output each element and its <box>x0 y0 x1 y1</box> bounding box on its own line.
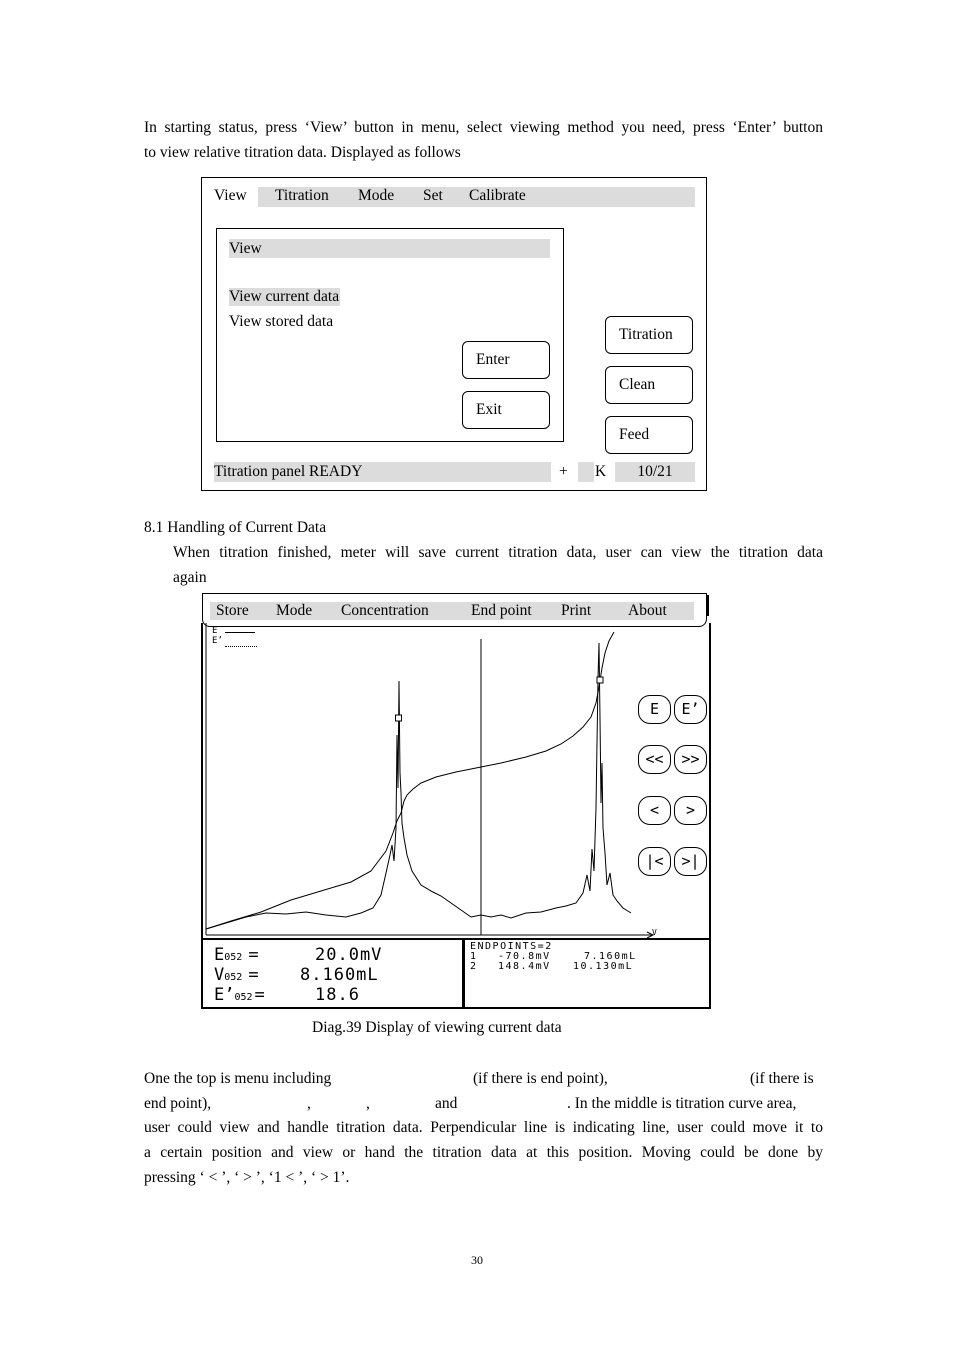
jump-first-button[interactable]: |< <box>638 847 671 876</box>
data-panel <box>201 938 711 1009</box>
enter-button[interactable]: Enter <box>462 341 550 379</box>
readout-v-label: V <box>214 965 225 985</box>
menu-titration[interactable]: Titration <box>275 187 329 204</box>
menu-view[interactable]: View <box>214 187 247 204</box>
readout-e-prime-label: E’ <box>214 985 235 1005</box>
status-text: Titration panel READY <box>214 462 551 482</box>
step-forward-button[interactable]: > <box>674 796 707 825</box>
legend-e2: E’ <box>212 636 223 646</box>
readout-v-value: 8.160mL <box>300 965 379 985</box>
fast-forward-button[interactable]: >> <box>674 745 707 774</box>
outro-line-2a: end point), <box>144 1095 212 1112</box>
end-point-marker-2 <box>597 677 603 683</box>
status-slot <box>578 462 594 482</box>
readout-v-sub: 052 <box>224 972 243 983</box>
readout-e-label: E <box>214 945 225 965</box>
menu-edge <box>706 595 709 616</box>
outro-line-2e: . In the middle is titration curve area, <box>567 1095 797 1112</box>
status-date: 10/21 <box>615 462 695 482</box>
outro-line-2d: and <box>435 1095 458 1112</box>
fast-back-button[interactable]: << <box>638 745 671 774</box>
feed-button[interactable]: Feed <box>605 416 693 454</box>
outro-line-1b: (if there is end point), <box>473 1070 608 1087</box>
menu-about[interactable]: About <box>628 602 667 619</box>
section-line-1: When titration finished, meter will save current titration data, user can view the titration data <box>173 544 823 561</box>
section-heading: 8.1 Handling of Current Data <box>144 519 327 536</box>
option-view-stored-data[interactable]: View stored data <box>229 313 334 330</box>
readout-e-eq: = <box>248 945 259 965</box>
endpoint-1-ml: 7.160mL <box>584 951 637 962</box>
readout-e-sub: 052 <box>224 952 243 963</box>
outro-line-1a: One the top is menu including <box>144 1070 332 1087</box>
readout-e-prime-value: 18.6 <box>315 985 360 1005</box>
endpoints-header: ENDPOINTS=2 <box>470 941 553 952</box>
endpoint-2-ml: 10.130mL <box>573 961 634 972</box>
menu-store[interactable]: Store <box>216 602 249 619</box>
status-k: K <box>595 463 607 480</box>
titration-button[interactable]: Titration <box>605 316 693 354</box>
show-e-button[interactable]: E <box>638 695 671 724</box>
outro-line-1c: (if there is <box>750 1070 814 1087</box>
option-view-current-data[interactable]: View current data <box>229 288 340 305</box>
readout-e-value: 20.0mV <box>315 945 383 965</box>
menu-end-point[interactable]: End point <box>471 602 532 619</box>
clean-button[interactable]: Clean <box>605 366 693 404</box>
intro-line-2: to view relative titration data. Displayed as follows <box>144 144 461 161</box>
outro-line-2b: , <box>307 1095 311 1112</box>
page-number: 30 <box>471 1253 483 1267</box>
menu-bar <box>202 593 707 627</box>
status-plus: + <box>559 463 568 480</box>
step-back-button[interactable]: < <box>638 796 671 825</box>
outro-line-2c: , <box>366 1095 370 1112</box>
menu-print[interactable]: Print <box>561 602 592 619</box>
endpoint-2-index: 2 <box>470 961 477 972</box>
readout-e-prime-eq: = <box>254 985 265 1005</box>
legend-e: E <box>212 626 218 636</box>
outro-line-3: user could view and handle titration data. Perpendicular line is indicating line, user could move it to <box>144 1119 823 1136</box>
outro-line-5: pressing ‘ < ’, ‘ > ’, ‘1 < ’, ‘ > 1’. <box>144 1169 350 1186</box>
exit-button[interactable]: Exit <box>462 391 550 429</box>
menu-mode[interactable]: Mode <box>276 602 313 619</box>
current-data-screen <box>201 593 713 1011</box>
e-prime-curve <box>206 643 631 929</box>
endpoint-1-index: 1 <box>470 951 477 962</box>
intro-line-1: In starting status, press ‘View’ button in menu, select viewing method you need, press ‘Enter’ button <box>144 119 823 136</box>
e-curve <box>206 632 614 929</box>
readout-v-eq: = <box>248 965 259 985</box>
section-line-2: again <box>173 569 207 586</box>
jump-last-button[interactable]: >| <box>674 847 707 876</box>
menu-set[interactable]: Set <box>423 187 443 204</box>
end-point-marker-1 <box>396 715 402 721</box>
endpoint-1-mv: -70.8mV <box>498 951 551 962</box>
readout-e-prime-sub: 052 <box>234 992 253 1003</box>
view-dialog <box>216 228 564 442</box>
readout-e-prime <box>214 985 265 1008</box>
data-panel-divider-2 <box>464 940 468 1007</box>
outro-line-4: a certain position and view or hand the titration data at this position. Moving could be done by <box>144 1144 823 1161</box>
view-screen <box>201 177 707 491</box>
titration-curve-area[interactable] <box>201 623 661 939</box>
figure-caption: Diag.39 Display of viewing current data <box>312 1019 562 1036</box>
menu-mode[interactable]: Mode <box>358 187 395 204</box>
axis-v-label: V <box>652 928 657 937</box>
menu-concentration[interactable]: Concentration <box>341 602 429 619</box>
endpoint-2-mv: 148.4mV <box>498 961 551 972</box>
dialog-title: View <box>229 239 550 258</box>
menu-calibrate[interactable]: Calibrate <box>469 187 526 204</box>
show-e-prime-button[interactable]: E’ <box>674 695 707 724</box>
